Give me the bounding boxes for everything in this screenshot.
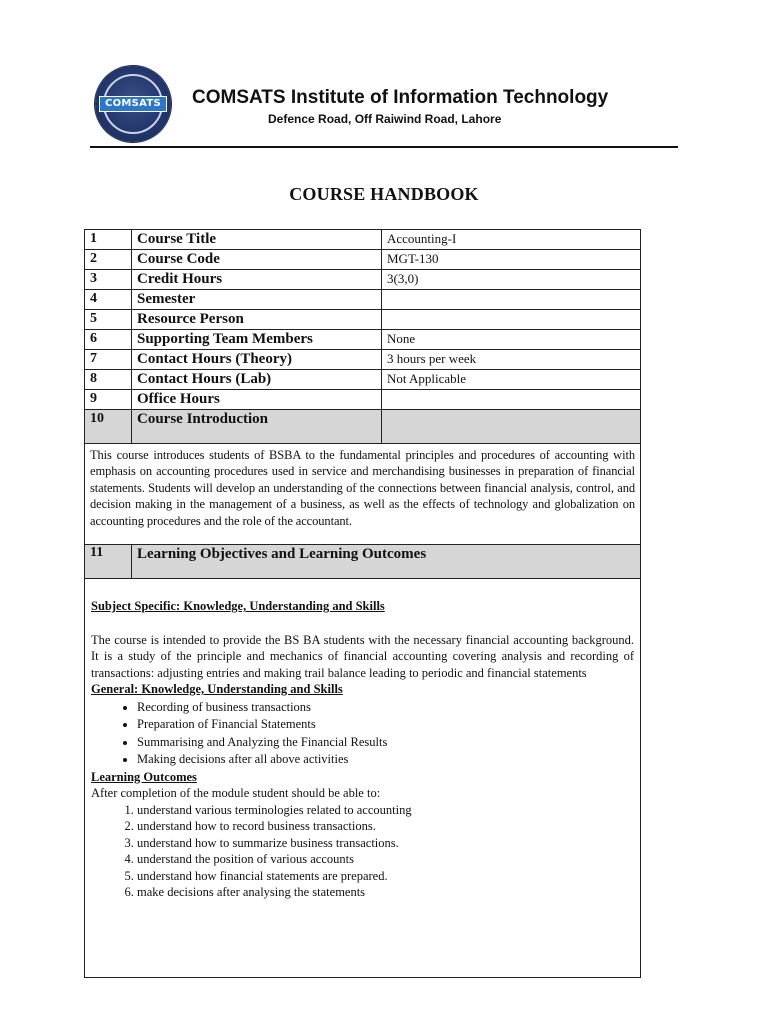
- row-value: [382, 310, 641, 330]
- row-label: Course Title: [132, 230, 382, 250]
- table-row: [85, 370, 641, 390]
- table-row: [85, 410, 641, 444]
- table-row: [85, 390, 641, 410]
- general-bullet-list: [91, 699, 634, 768]
- list-item: 3. understand how to summarize business transactions.: [137, 835, 634, 852]
- table-row: [85, 290, 641, 310]
- header-divider: [90, 146, 678, 148]
- row-number: 3: [85, 270, 132, 290]
- row-number: 11: [85, 545, 132, 579]
- document-title: COURSE HANDBOOK: [289, 184, 479, 204]
- row-value: Accounting-I: [382, 230, 641, 250]
- row-value: [382, 390, 641, 410]
- row-number: 8: [85, 370, 132, 390]
- table-row: [85, 230, 641, 250]
- list-item: 5. understand how financial statements are prepared.: [137, 868, 634, 885]
- row-label: Contact Hours (Lab): [132, 370, 382, 390]
- course-introduction-row: [85, 444, 641, 545]
- row-label: Course Introduction: [132, 410, 382, 444]
- table-row: [85, 250, 641, 270]
- learning-objectives-row: [85, 579, 641, 978]
- list-item: • Preparation of Financial Statements: [137, 716, 634, 733]
- row-value: None: [382, 330, 641, 350]
- learning-outcomes-list: [91, 802, 634, 901]
- general-heading: General: Knowledge, Understanding and Skills: [91, 682, 343, 696]
- row-label: Course Code: [132, 250, 382, 270]
- row-label: Credit Hours: [132, 270, 382, 290]
- logo-text: COMSATS: [99, 96, 167, 112]
- row-number: 6: [85, 330, 132, 350]
- table-row: [85, 310, 641, 330]
- list-item: 6. make decisions after analysing the statements: [137, 884, 634, 901]
- table-row: [85, 270, 641, 290]
- row-label: Office Hours: [132, 390, 382, 410]
- row-number: 2: [85, 250, 132, 270]
- row-label: Semester: [132, 290, 382, 310]
- list-item: 1. understand various terminologies related to accounting: [137, 802, 634, 819]
- row-value: [382, 410, 641, 444]
- row-value: 3 hours per week: [382, 350, 641, 370]
- course-introduction-text: This course introduces students of BSBA to the fundamental principles and procedures of accounting with emphasis on accounting procedures used in service and merchandising businesses in preparation of financial statements. Students will develop an understanding of the connections between financial analysis, control, and decision making in the management of a business, as well as the effects of technology and globalization on accounting procedures and the role of the accountant.: [85, 444, 641, 545]
- row-value: MGT-130: [382, 250, 641, 270]
- row-number: 10: [85, 410, 132, 444]
- table-row: [85, 350, 641, 370]
- row-label: Contact Hours (Theory): [132, 350, 382, 370]
- section-11-row: [85, 545, 641, 579]
- row-label: Supporting Team Members: [132, 330, 382, 350]
- row-value: Not Applicable: [382, 370, 641, 390]
- learning-outcomes-intro: After completion of the module student should be able to:: [91, 786, 381, 800]
- row-number: 5: [85, 310, 132, 330]
- subject-specific-heading: Subject Specific: Knowledge, Understanding and Skills: [91, 599, 385, 613]
- list-item: • Making decisions after all above activities: [137, 751, 634, 768]
- learning-outcomes-heading: Learning Outcomes: [91, 769, 197, 784]
- section-11-label: Learning Objectives and Learning Outcomes: [132, 545, 641, 579]
- list-item: • Summarising and Analyzing the Financial Results: [137, 734, 634, 751]
- row-label: Resource Person: [132, 310, 382, 330]
- list-item: 2. understand how to record business transactions.: [137, 818, 634, 835]
- row-number: 9: [85, 390, 132, 410]
- row-number: 1: [85, 230, 132, 250]
- row-number: 4: [85, 290, 132, 310]
- institute-address: Defence Road, Off Raiwind Road, Lahore: [268, 112, 502, 126]
- subject-specific-paragraph: The course is intended to provide the BS BA students with the necessary financial accounting background. It is a study of the principle and mechanics of financial accounting covering analysis and recording of transactions: adjusting entries and making trail balance leading to periodic and financial statements: [91, 632, 634, 680]
- list-item: 4. understand the position of various accounts: [137, 851, 634, 868]
- table-row: [85, 330, 641, 350]
- row-value: 3(3,0): [382, 270, 641, 290]
- row-value: [382, 290, 641, 310]
- learning-objectives-content: [85, 579, 641, 978]
- comsats-logo: [95, 66, 171, 142]
- row-number: 7: [85, 350, 132, 370]
- course-info-table: [84, 229, 641, 978]
- list-item: • Recording of business transactions: [137, 699, 634, 716]
- institute-name: COMSATS Institute of Information Technology: [192, 87, 609, 108]
